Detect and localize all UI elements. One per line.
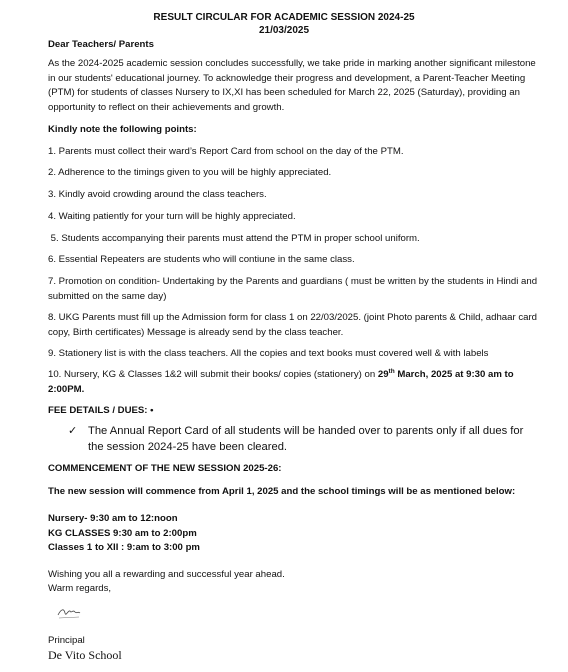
point-8: 8. UKG Parents must fill up the Admission form for class 1 on 22/03/2025. (joint Photo parents & Child, adhaar card copy, Birth certificates) Message is already send by the class teacher.	[48, 312, 537, 338]
closing-regards: Warm regards,	[48, 583, 112, 594]
closing-role: Principal	[48, 635, 85, 646]
timing-kg: KG CLASSES 9:30 am to 2:00pm	[48, 528, 197, 539]
point-9: 9. Stationery list is with the class teachers. All the copies and text books must covered well & with labels	[48, 348, 489, 359]
fee-heading: FEE DETAILS / DUES: •	[48, 405, 154, 416]
point-5: 5. Students accompanying their parents must attend the PTM in proper school uniform.	[48, 233, 420, 244]
document-title	[0, 11, 568, 37]
point-10-prefix: 10. Nursery, KG & Classes 1&2 will submit their books/ copies (stationery) on	[48, 369, 378, 380]
salutation: Dear Teachers/ Parents	[48, 39, 154, 50]
point-6: 6. Essential Repeaters are students who will contiune in the same class.	[48, 254, 355, 265]
point-10-rest: March, 2025 at 9:30 am to 2:00PM.	[48, 369, 514, 395]
title-text: RESULT CIRCULAR FOR ACADEMIC SESSION 2024-25	[153, 12, 415, 23]
title-date: 21/03/2025	[258, 25, 310, 36]
timing-nursery: Nursery- 9:30 am to 12:noon	[48, 513, 178, 524]
point-2: 2. Adherence to the timings given to you will be highly appreciated.	[48, 167, 332, 178]
new-session-statement: The new session will commence from April 1, 2025 and the school timings will be as mentioned below:	[48, 486, 516, 497]
timing-classes: Classes 1 to XII : 9:am to 3:00 pm	[48, 542, 200, 553]
intro-paragraph: As the 2024-2025 academic session concludes successfully, we take pride in marking another significant milestone in our students' educational journey. To acknowledge their progress and development, a Parent-Teacher Meeting (PTM) for students of classes Nursery to IX,XI has been scheduled for March 22, 2025 (Saturday), providing an opportunity to reflect on their achievements and growth.	[48, 58, 536, 113]
school-name: De Vito School	[48, 648, 122, 662]
closing-wish: Wishing you all a rewarding and successful year ahead.	[48, 569, 285, 580]
point-4: 4. Waiting patiently for your turn will be highly appreciated.	[48, 211, 296, 222]
checkmark-icon: ✓	[68, 425, 78, 437]
new-session-heading: COMMENCEMENT OF THE NEW SESSION 2025-26:	[48, 463, 282, 474]
point-10-sup: th	[388, 367, 395, 375]
point-1: 1. Parents must collect their ward’s Report Card from school on the day of the PTM.	[48, 146, 404, 157]
fee-note	[68, 424, 538, 453]
point-7: 7. Promotion on condition- Undertaking by the Parents and guardians ( must be written by the students in Hindi and submitted on the same day)	[48, 276, 538, 302]
signature-icon	[56, 605, 82, 621]
point-3: 3. Kindly avoid crowding around the class teachers.	[48, 189, 267, 200]
point-10	[48, 368, 542, 397]
point-10-date: 29	[377, 369, 389, 380]
points-heading: Kindly note the following points:	[48, 124, 197, 135]
fee-note-text: The Annual Report Card of all students will be handed over to parents only if all dues for the session 2024-25 have been cleared.	[88, 425, 524, 453]
